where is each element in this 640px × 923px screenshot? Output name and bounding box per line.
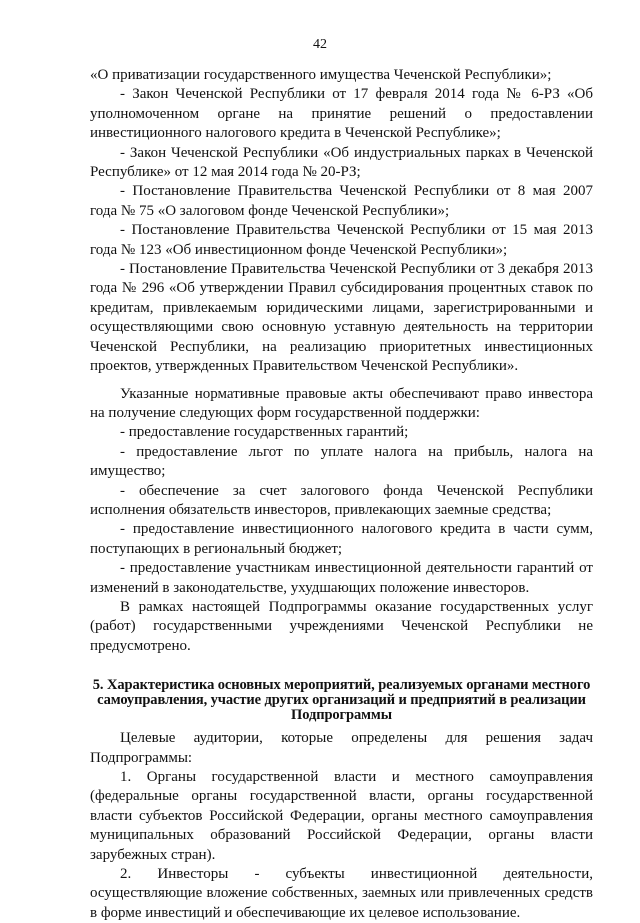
paragraph: - предоставление участникам инвестиционной деятельности гарантий от изменений в законодательстве, ухудшающих положение инвесторов.	[90, 560, 593, 596]
document-body	[90, 66, 593, 923]
paragraph: - Постановление Правительства Чеченской Республики от 8 мая 2007 года № 75 «О залоговом фонде Чеченской Республики»;	[90, 183, 593, 219]
page-number: 42	[313, 37, 327, 52]
paragraph: - предоставление льгот по уплате налога на прибыль, налога на имущество;	[90, 443, 593, 480]
paragraph: Указанные нормативные правовые акты обеспечивают право инвестора на получение следующих форм государственной поддержки:	[90, 385, 593, 421]
paragraph: - Постановление Правительства Чеченской Республики от 15 мая 2013 года № 123 «Об инвестиционном фонде Чеченской Республики»;	[90, 222, 593, 258]
paragraph: - Закон Чеченской Республики «Об индустриальных парках в Чеченской Республике» от 12 мая 2014 года № 20-РЗ;	[90, 144, 593, 181]
paragraph: В рамках настоящей Подпрограммы оказание государственных услуг (работ) государственными учреждениями Чеченской Республики не предусмотрено.	[90, 598, 593, 654]
paragraph: «О приватизации государственного имущества Чеченской Республики»;	[90, 67, 552, 83]
paragraph: 2. Инвесторы - субъекты инвестиционной деятельности, осуществляющие вложение собственных, заемных или привлеченных средств в форме инвестиций и обеспечивающие их целевое использование.	[90, 866, 593, 921]
section-heading: 5. Характеристика основных мероприятий, реализуемых органами местного самоуправления, участие других организаций и предприятий в реализации Подпрограммы	[92, 677, 591, 724]
paragraph: - предоставление инвестиционного налогового кредита в части сумм, поступающих в региональный бюджет;	[90, 521, 593, 557]
paragraph: - Закон Чеченской Республики от 17 февраля 2014 года № 6-РЗ «Об уполномоченном органе на принятие решений о предоставлении инвестиционного налогового кредита в Чеченской Республике»;	[90, 86, 593, 142]
paragraph: - предоставление государственных гарантий;	[120, 424, 409, 441]
paragraph: - обеспечение за счет залогового фонда Чеченской Республики исполнения обязательств инвесторов, привлекающих заемные средства;	[90, 482, 593, 518]
paragraph: Целевые аудитории, которые определены для решения задач Подпрограммы:	[90, 730, 593, 766]
paragraph: - Постановление Правительства Чеченской Республики от 3 декабря 2013 года № 296 «Об утверждении Правил субсидирования процентных ставок по кредитам, привлекаемым юридическими лицами, зарегистрированными и осуществляющими свою основную уставную деятельность на территории Чеченской Республики, на реализацию приоритетных инвестиционных проектов, утвержденных Правительством Чеченской Республики».	[90, 261, 593, 375]
paragraph: 1. Органы государственной власти и местного самоуправления (федеральные органы государственной власти, органы государственной власти субъектов Российской Федерации, органы местного самоуправления муниципальных образований Российской Федерации, органы власти зарубежных стран).	[90, 769, 593, 863]
